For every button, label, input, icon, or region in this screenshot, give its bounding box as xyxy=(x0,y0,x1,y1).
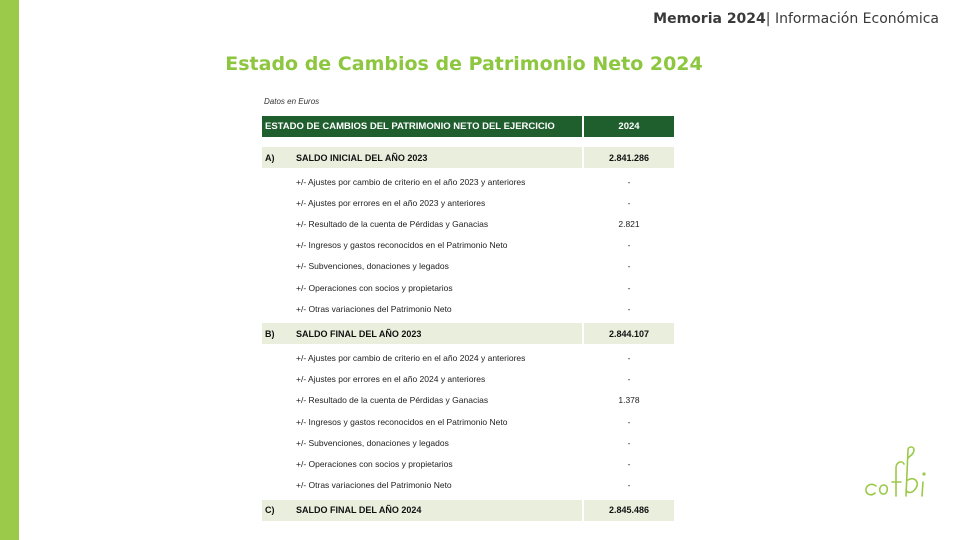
item-value: - xyxy=(627,261,631,272)
item-row xyxy=(262,453,674,474)
item-value: - xyxy=(627,352,631,363)
item-label: +/- Resultado de la cuenta de Pérdidas y Ganacias xyxy=(296,395,489,406)
item-value: - xyxy=(627,374,631,385)
item-value: 1.378 xyxy=(618,395,640,406)
item-row xyxy=(262,347,674,368)
section-label: SALDO INICIAL DEL AÑO 2023 xyxy=(296,152,428,163)
item-label-cell xyxy=(262,298,582,319)
item-value: - xyxy=(627,416,631,427)
section-label-cell xyxy=(262,147,582,168)
section-label-cell xyxy=(262,323,582,344)
item-label: +/- Ajustes por errores en el año 2023 y anteriores xyxy=(296,197,486,208)
item-label-cell xyxy=(262,432,582,453)
table-header-year: 2024 xyxy=(584,116,674,137)
table-header-label: ESTADO DE CAMBIOS DEL PATRIMONIO NETO DEL EJERCICIO xyxy=(262,116,582,137)
item-row xyxy=(262,432,674,453)
item-label: +/- Otras variaciones del Patrimonio Neto xyxy=(296,303,452,314)
item-label-cell xyxy=(262,192,582,213)
item-row xyxy=(262,298,674,319)
item-value: - xyxy=(627,303,631,314)
item-label-cell xyxy=(262,235,582,256)
section-label: SALDO FINAL DEL AÑO 2023 xyxy=(296,328,422,339)
section-row xyxy=(262,147,674,168)
section-value: 2.845.486 xyxy=(584,500,674,521)
item-label: +/- Ingresos y gastos reconocidos en el Patrimonio Neto xyxy=(296,240,508,251)
units-note: Datos en Euros xyxy=(264,97,320,106)
header-doc-title: Memoria 2024 xyxy=(653,11,766,27)
item-value: - xyxy=(627,480,631,491)
item-row xyxy=(262,390,674,411)
item-value: - xyxy=(627,197,631,208)
section-row xyxy=(262,500,674,521)
left-accent-bar xyxy=(0,0,19,540)
section-label-cell xyxy=(262,500,582,521)
item-label: +/- Resultado de la cuenta de Pérdidas y Ganacias xyxy=(296,218,489,229)
item-row xyxy=(262,213,674,234)
item-value: - xyxy=(627,458,631,469)
item-value: - xyxy=(627,282,631,293)
item-label-cell xyxy=(262,277,582,298)
item-label: +/- Ajustes por cambio de criterio en el año 2024 y anteriores xyxy=(296,352,526,363)
item-value: 2.821 xyxy=(618,218,640,229)
item-value: - xyxy=(627,240,631,251)
header-section: Información Económica xyxy=(770,11,939,27)
item-label-cell xyxy=(262,369,582,390)
item-label: +/- Ingresos y gastos reconocidos en el Patrimonio Neto xyxy=(296,416,508,427)
item-row xyxy=(262,369,674,390)
item-label-cell xyxy=(262,411,582,432)
item-label-cell xyxy=(262,390,582,411)
item-label: +/- Ajustes por cambio de criterio en el año 2023 y anteriores xyxy=(296,176,526,187)
item-label: +/- Otras variaciones del Patrimonio Neto xyxy=(296,480,452,491)
item-label-cell xyxy=(262,213,582,234)
table-header-row xyxy=(262,116,674,137)
item-label-cell xyxy=(262,256,582,277)
section-letter: A) xyxy=(265,152,275,163)
section-row xyxy=(262,323,674,344)
item-row xyxy=(262,277,674,298)
item-row xyxy=(262,171,674,192)
section-letter: C) xyxy=(265,505,275,516)
section-label: SALDO FINAL DEL AÑO 2024 xyxy=(296,505,422,516)
header-separator: | xyxy=(765,11,771,27)
item-row xyxy=(262,475,674,496)
item-label: +/- Subvenciones, donaciones y legados xyxy=(296,437,449,448)
item-label-cell xyxy=(262,453,582,474)
item-row xyxy=(262,235,674,256)
page-title: Estado de Cambios de Patrimonio Neto 2024 xyxy=(225,53,703,75)
item-label: +/- Ajustes por errores en el año 2024 y anteriores xyxy=(296,374,486,385)
item-row xyxy=(262,411,674,432)
item-label: +/- Operaciones con socios y propietarios xyxy=(296,282,453,293)
section-value: 2.844.107 xyxy=(584,323,674,344)
section-letter: B) xyxy=(265,328,275,339)
item-label: +/- Operaciones con socios y propietarios xyxy=(296,458,453,469)
item-row xyxy=(262,192,674,213)
item-label-cell xyxy=(262,347,582,368)
item-value: - xyxy=(627,176,631,187)
page-title-wrap xyxy=(0,53,936,75)
cofbi-logo xyxy=(862,440,930,520)
item-label-cell xyxy=(262,475,582,496)
page-header xyxy=(653,11,939,27)
item-label: +/- Subvenciones, donaciones y legados xyxy=(296,261,449,272)
item-label-cell xyxy=(262,171,582,192)
item-row xyxy=(262,256,674,277)
section-value: 2.841.286 xyxy=(584,147,674,168)
item-value: - xyxy=(627,437,631,448)
